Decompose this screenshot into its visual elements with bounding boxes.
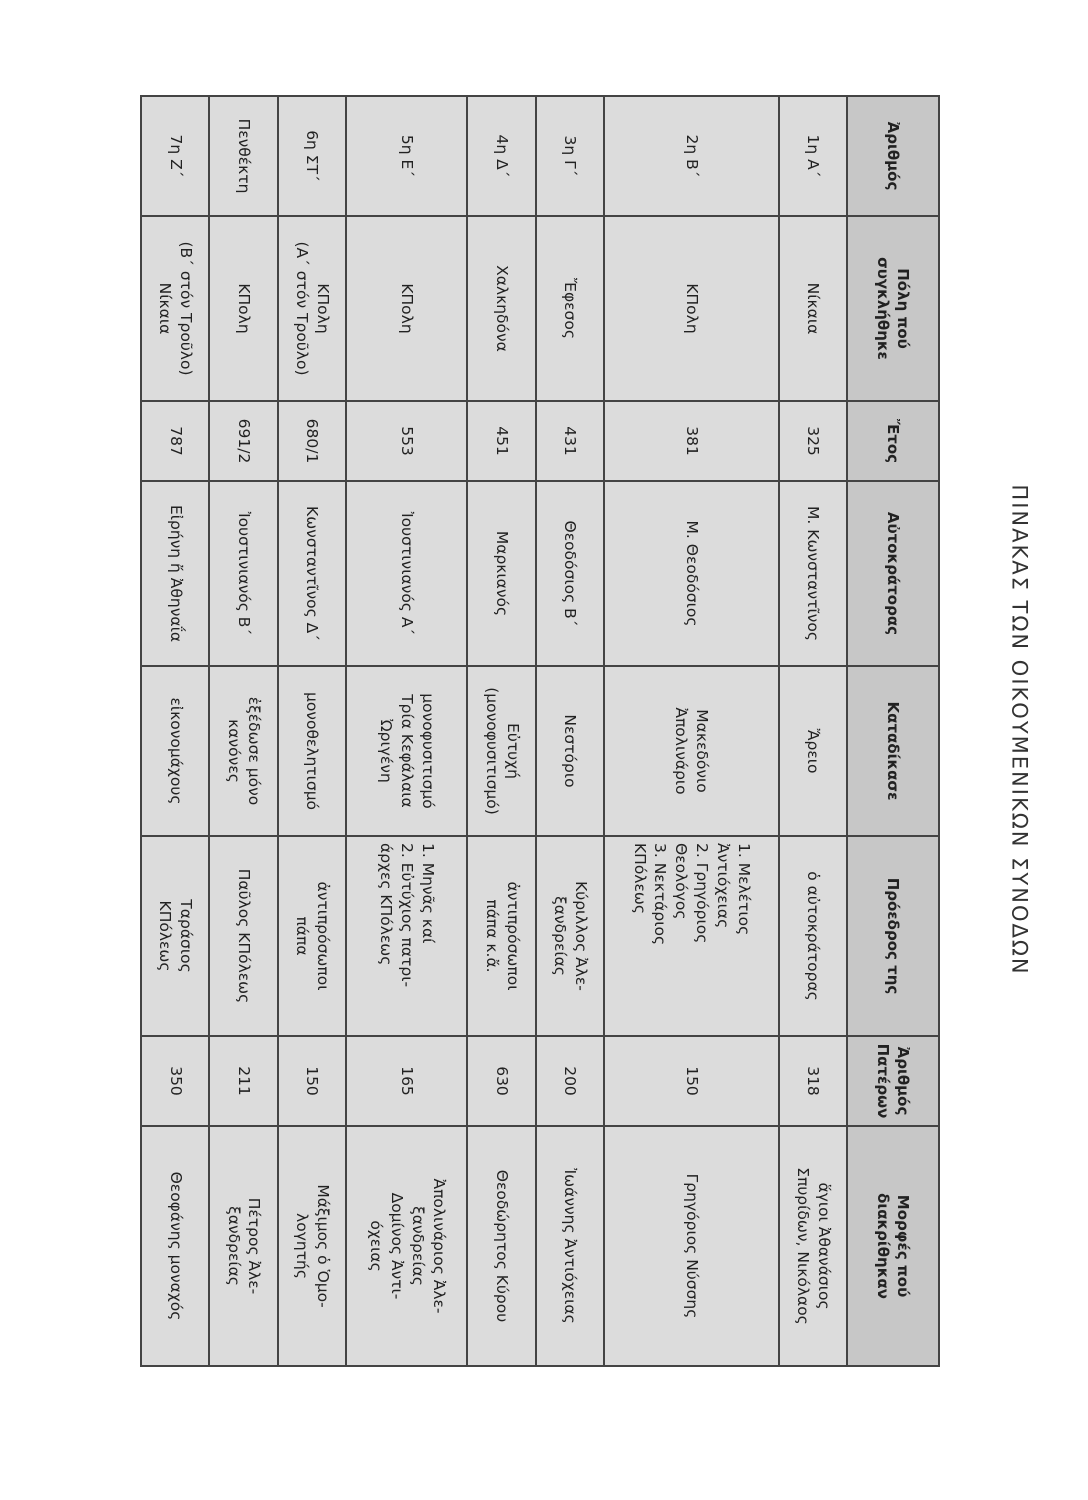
cell-president (604, 836, 779, 1036)
header-row (847, 96, 939, 1366)
cell-president (346, 836, 467, 1036)
table-row (141, 96, 209, 1366)
cell-figures: Θεοφάνης μοναχός (141, 1126, 209, 1366)
cell-number: 6η ΣΤ΄ (278, 96, 346, 216)
cell-emperor: Θεοδόσιος Β΄ (536, 481, 604, 666)
cell-president: ὁ αὐτοκράτορας (779, 836, 847, 1036)
cell-emperor: Ἰουστινιανός Α΄ (346, 481, 467, 666)
cell-year: 381 (604, 401, 779, 481)
cell-number: 1η Α΄ (779, 96, 847, 216)
cell-year: 451 (467, 401, 535, 481)
header-fathers: Ἀριθμός Πατέρων (847, 1036, 939, 1126)
cell-president: ἀντιπρόσωποι πάπα κ.ἄ. (467, 836, 535, 1036)
page-title (990, 470, 1050, 990)
president-item: 1. Μηνᾶς καί (419, 843, 438, 944)
cell-fathers: 150 (604, 1036, 779, 1126)
cell-year: 431 (536, 401, 604, 481)
cell-year: 325 (779, 401, 847, 481)
cell-fathers: 150 (278, 1036, 346, 1126)
cell-emperor: Μ. Θεοδόσιος (604, 481, 779, 666)
cell-condemned: Ἄρειο (779, 666, 847, 836)
cell-fathers: 350 (141, 1036, 209, 1126)
cell-emperor: Κωνσταντῖνος Δ΄ (278, 481, 346, 666)
table-row (604, 96, 779, 1366)
president-item: 2. Γρηγόριος Θεολόγος (672, 843, 712, 944)
cell-city: Ἔφεσος (536, 216, 604, 401)
cell-condemned: μονοθελητισμό (278, 666, 346, 836)
cell-city: ΚΠολη (Α΄ στόν Τροῦλο) (278, 216, 346, 401)
cell-emperor: Μ. Κωνσταντῖνος (779, 481, 847, 666)
table-row (346, 96, 467, 1366)
cell-president: ἀντιπρόσωποι πάπα (278, 836, 346, 1036)
cell-city: Χαλκηδόνα (467, 216, 535, 401)
cell-fathers: 165 (346, 1036, 467, 1126)
cell-fathers: 211 (209, 1036, 277, 1126)
cell-condemned: ἐξέδωσε μόνο κανόνες (209, 666, 277, 836)
cell-figures: Πέτρος Ἀλε- ξανδρείας (209, 1126, 277, 1366)
councils-table-wrapper (140, 95, 940, 1365)
cell-condemned: Μακεδόνιο Ἀπολινάριο (604, 666, 779, 836)
cell-condemned: Εὐτυχή (μονοφυσιτισμό) (467, 666, 535, 836)
cell-figures: Ἰωάννης Ἀντιόχειας (536, 1126, 604, 1366)
header-figures: Μορφές πού διακρίθηκαν (847, 1126, 939, 1366)
president-item: 2. Εὐτύχιος πατρι- άρχες ΚΠόλεως (377, 843, 417, 988)
cell-president: Ταράσιος ΚΠόλεως (141, 836, 209, 1036)
cell-emperor: Μαρκιανός (467, 481, 535, 666)
header-year: Ἔτος (847, 401, 939, 481)
cell-city: (Β΄ στόν Τροῦλο) Νίκαια (141, 216, 209, 401)
cell-figures: Θεοδώρητος Κύρου (467, 1126, 535, 1366)
header-city: Πόλη πού συγκλήθηκε (847, 216, 939, 401)
cell-number: 7η Ζ΄ (141, 96, 209, 216)
cell-fathers: 318 (779, 1036, 847, 1126)
cell-number: 2η Β΄ (604, 96, 779, 216)
cell-emperor: Εἰρήνη ἤ Ἀθηναΐα (141, 481, 209, 666)
councils-table (140, 95, 940, 1367)
table-header (847, 96, 939, 1366)
cell-condemned: Νεστόριο (536, 666, 604, 836)
president-item: 1. Μελέτιος Ἀντιόχειας (714, 843, 754, 936)
table-body (141, 96, 847, 1366)
cell-figures: Ἀπολινάριος Ἀλε- ξανδρείας Δομίνος Ἀντι- όχειας (346, 1126, 467, 1366)
cell-fathers: 200 (536, 1036, 604, 1126)
cell-number: Πενθέκτη (209, 96, 277, 216)
page-title-text: ΠΙΝΑΚΑΣ ΤΩΝ ΟΙΚΟΥΜΕΝΙΚΩΝ ΣΥΝΟΔΩΝ (1008, 484, 1033, 976)
table-row (278, 96, 346, 1366)
table-row (467, 96, 535, 1366)
cell-condemned: μονοφυσιτισμό Τρία Κεφάλαια Ὠριγένη (346, 666, 467, 836)
header-emperor: Αὐτοκράτορας (847, 481, 939, 666)
cell-number: 4η Δ΄ (467, 96, 535, 216)
cell-number: 3η Γ΄ (536, 96, 604, 216)
table-row (209, 96, 277, 1366)
president-item: 3. Νεκτάριος ΚΠόλεως (630, 843, 670, 946)
cell-city: ΚΠολη (604, 216, 779, 401)
cell-city: Νίκαια (779, 216, 847, 401)
cell-number: 5η Ε΄ (346, 96, 467, 216)
cell-condemned: εἰκονομάχους (141, 666, 209, 836)
header-condemned: Καταδίκασε (847, 666, 939, 836)
cell-year: 787 (141, 401, 209, 481)
header-number: Ἀριθμός (847, 96, 939, 216)
table-row (779, 96, 847, 1366)
cell-president: Παῦλος ΚΠόλεως (209, 836, 277, 1036)
cell-city: ΚΠολη (346, 216, 467, 401)
cell-figures: Γρηγόριος Νύσσης (604, 1126, 779, 1366)
cell-figures: Μάξιμος ὁ Ὁμο- λογητής (278, 1126, 346, 1366)
cell-year: 680/1 (278, 401, 346, 481)
table-row (536, 96, 604, 1366)
cell-year: 553 (346, 401, 467, 481)
cell-figures: ἅγιοι Ἀθανάσιος Σπυρίδων, Νικόλαος (779, 1126, 847, 1366)
header-president: Πρόεδρος της (847, 836, 939, 1036)
cell-president: Κύριλλος Ἀλε- ξανδρείας (536, 836, 604, 1036)
cell-emperor: Ἰουστινιανός Β΄ (209, 481, 277, 666)
cell-fathers: 630 (467, 1036, 535, 1126)
cell-year: 691/2 (209, 401, 277, 481)
cell-city: ΚΠολη (209, 216, 277, 401)
